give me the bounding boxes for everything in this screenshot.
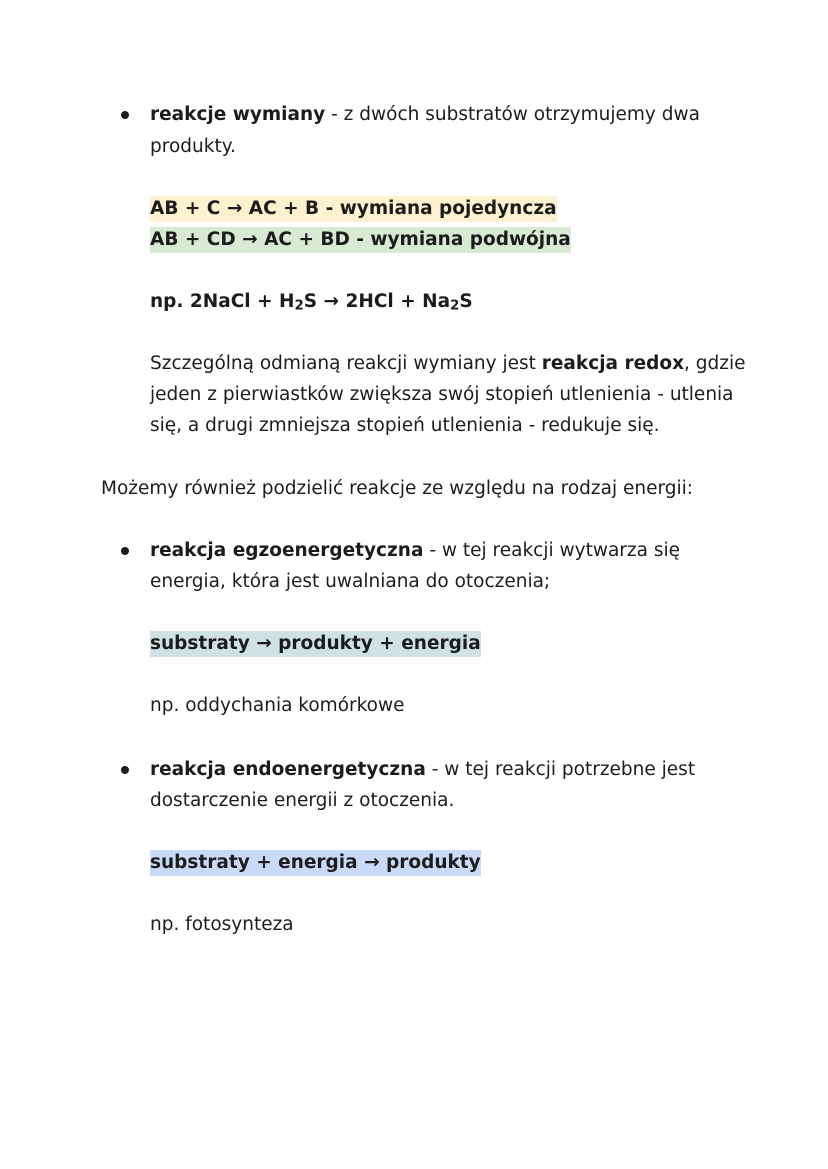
exo-equation-line: [150, 628, 481, 659]
exo-line-2: [150, 566, 550, 597]
redox-term: reakcja redox: [541, 353, 685, 374]
exchange-example: [150, 286, 473, 317]
example-middle: S → 2HCl + Na: [303, 291, 451, 312]
exo-line-1: [150, 535, 680, 566]
exo-example: np. oddychania komórkowe: [150, 695, 405, 716]
endo-equation-line: [150, 847, 481, 878]
endo-example: np. fotosynteza: [150, 914, 294, 935]
bullet-exo: [121, 547, 129, 555]
redox-pre: Szczególną odmianą reakcji wymiany jest: [150, 353, 542, 374]
endo-desc-1: - w tej reakcji potrzebne jest: [425, 759, 696, 780]
bullet-exchange: [121, 111, 129, 119]
endo-line-1: [150, 754, 695, 785]
redox-post: , gdzie: [684, 353, 746, 374]
exo-term: reakcja egzoenergetyczna: [150, 540, 424, 561]
endo-line-2: [150, 785, 454, 816]
redox-line-2: [150, 379, 734, 410]
exchange-line-2: [150, 131, 236, 162]
energy-intro: [101, 473, 693, 504]
bullet-endo: [121, 766, 129, 774]
redox-text-2: jeden z pierwiastków zwiększa swój stopień utlenienia - utlenia: [150, 384, 734, 405]
redox-text-3: się, a drugi zmniejsza stopień utlenienia - redukuje się.: [150, 415, 660, 436]
example-prefix: np. 2NaCl + H: [150, 291, 295, 312]
endo-example-line: [150, 909, 294, 940]
endo-equation: substraty + energia → produkty: [150, 850, 481, 876]
eq-double-line: [150, 224, 571, 255]
exo-desc-1: - w tej reakcji wytwarza się: [423, 540, 680, 561]
eq-double-exchange: AB + CD → AC + BD - wymiana podwójna: [150, 227, 571, 253]
exo-equation: substraty → produkty + energia: [150, 631, 481, 657]
eq-single-exchange: AB + C → AC + B - wymiana pojedyncza: [150, 196, 557, 222]
exo-example-line: [150, 690, 405, 721]
redox-line-1: [150, 348, 746, 379]
exo-desc-2: energia, która jest uwalniana do otoczenia;: [150, 571, 551, 592]
example-end: S: [459, 291, 473, 312]
eq-single-line: [150, 193, 557, 224]
endo-desc-2: dostarczenie energii z otoczenia.: [150, 790, 455, 811]
exchange-line-1: [150, 99, 700, 130]
exchange-desc-1: - z dwóch substratów otrzymujemy dwa: [325, 104, 700, 125]
subscript-2b: 2: [450, 298, 460, 314]
subscript-2a: 2: [294, 298, 304, 314]
endo-term: reakcja endoenergetyczna: [150, 759, 426, 780]
exchange-term: reakcje wymiany: [150, 104, 326, 125]
exchange-desc-2: produkty.: [150, 136, 236, 157]
redox-line-3: [150, 410, 660, 441]
energy-intro-text: Możemy również podzielić reakcje ze względu na rodzaj energii:: [101, 478, 694, 499]
